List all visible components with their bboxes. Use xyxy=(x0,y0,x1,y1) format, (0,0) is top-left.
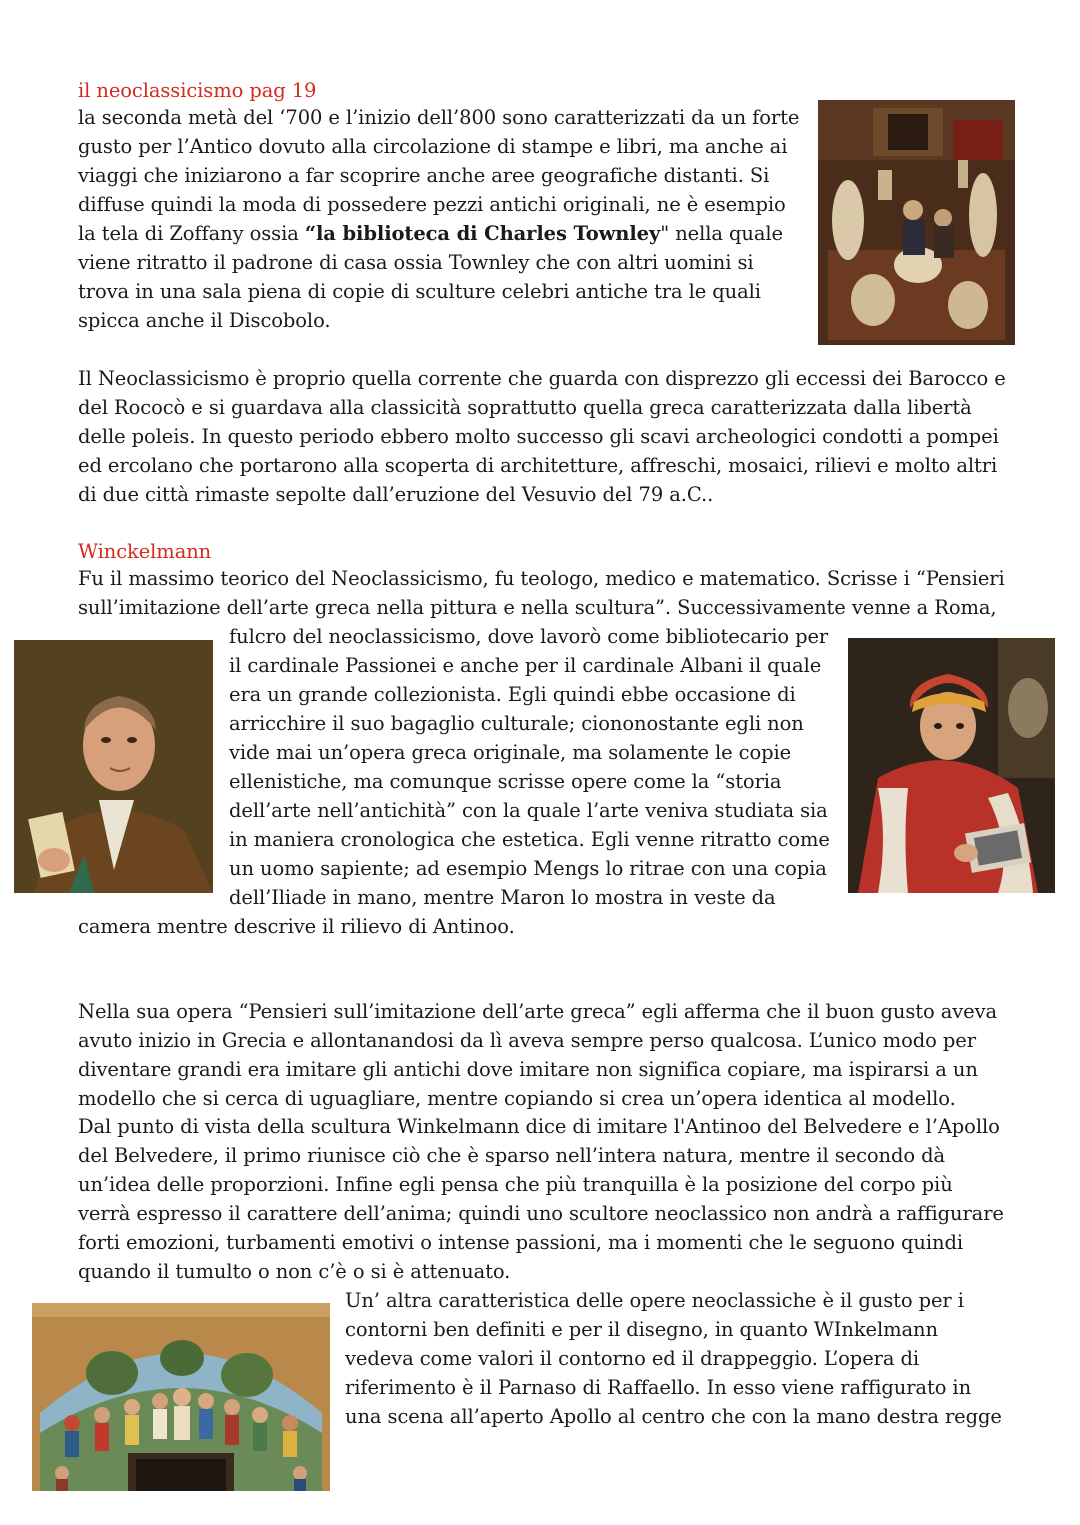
text-line: una scena all’aperto Apollo al centro che con la mano destra regge xyxy=(345,1405,1002,1428)
text-line: dell’arte nell’antichità” con la quale l’arte veniva studiata sia xyxy=(229,799,828,822)
text-line: Fu il massimo teorico del Neoclassicismo, fu teologo, medico e matematico. Scrisse i “Pensieri xyxy=(78,567,1005,590)
text-line: era un grande collezionista. Egli quindi ebbe occasione di xyxy=(229,683,796,706)
text-line: trova in una sala piena di copie di sculture celebri antiche tra le quali xyxy=(78,280,761,303)
text-line: contorni ben definiti e per il disegno, in quanto WInkelmann xyxy=(345,1318,938,1341)
text-line: un’idea delle proporzioni. Infine egli pensa che più tranquilla è la posizione del corpo più xyxy=(78,1173,953,1196)
text-line: del Belvedere, il primo riunisce ciò che è sparso nell’intera natura, mentre il secondo dà xyxy=(78,1144,946,1167)
text-line: arricchire il suo bagaglio culturale; ciononostante egli non xyxy=(229,712,804,735)
text-line: viene ritratto il padrone di casa ossia Townley che con altri uomini si xyxy=(78,251,754,274)
text-line-townley xyxy=(78,219,783,248)
text-line: di due città rimaste sepolte dall’eruzione del Vesuvio del 79 a.C.. xyxy=(78,483,714,506)
text-line: delle poleis. In questo periodo ebbero molto successo gli scavi archeologici condotti a pompei xyxy=(78,425,999,448)
text-line: fulcro del neoclassicismo, dove lavorò come bibliotecario per xyxy=(229,625,829,648)
text-line: un uomo sapiente; ad esempio Mengs lo ritrae con una copia xyxy=(229,857,827,880)
text-line: forti emozioni, turbamenti emotivi o intense passioni, ma i momenti che le seguono quindi xyxy=(78,1231,963,1254)
text-line: Un’ altra caratteristica delle opere neoclassiche è il gusto per i xyxy=(345,1289,964,1312)
text-line: avuto inizio in Grecia e allontanandosi da lì aveva sempre perso qualcosa. L’unico modo per xyxy=(78,1029,976,1052)
text-line: verrà espresso il carattere dell’anima; quindi uno scultore neoclassico non andrà a raffigurare xyxy=(78,1202,1004,1225)
text-line: modello che si cerca di uguagliare, mentre copiando si crea un’opera identica al modello. xyxy=(78,1087,956,1110)
text-line: quando il tumulto o non c’è o si è attenuato. xyxy=(78,1260,511,1283)
text-line: del Rococò e si guardava alla classicità soprattutto quella greca caratterizzata dalla libertà xyxy=(78,396,972,419)
text-line: il cardinale Passionei e anche per il cardinale Albani il quale xyxy=(229,654,822,677)
text-line: Dal punto di vista della scultura Winkelmann dice di imitare l'Antinoo del Belvedere e l’Apollo xyxy=(78,1115,1000,1138)
mengs-portrait-winckelmann xyxy=(14,640,213,893)
text-line: in maniera cronologica che estetica. Egli venne ritratto come xyxy=(229,828,830,851)
text-line: Il Neoclassicismo è proprio quella corrente che guarda con disprezzo gli eccessi dei Barocco e xyxy=(78,367,1006,390)
text-fragment: la tela di Zoffany ossia xyxy=(78,222,305,245)
text-line: vide mai un’opera greca originale, ma solamente le copie xyxy=(229,741,792,764)
townley-library-painting xyxy=(818,100,1015,345)
text-line: ed ercolano che portarono alla scoperta di architetture, affreschi, mosaici, rilievi e molto altri xyxy=(78,454,998,477)
text-line: Nella sua opera “Pensieri sull’imitazione dell’arte greca” egli afferma che il buon gusto aveva xyxy=(78,1000,998,1023)
text-line: viaggi che iniziarono a far scoprire anche aree geografiche distanti. Si xyxy=(78,164,770,187)
text-fragment: " nella quale xyxy=(660,222,783,245)
text-line: riferimento è il Parnaso di Raffaello. In esso viene raffigurato in xyxy=(345,1376,972,1399)
text-line: sull’imitazione dell’arte greca nella pittura e nella scultura”. Successivamente venne a Roma, xyxy=(78,596,997,619)
section-heading-winckelmann: Winckelmann xyxy=(78,540,212,563)
text-line: vedeva come valori il contorno ed il drappeggio. L’opera di xyxy=(345,1347,919,1370)
text-line: spicca anche il Discobolo. xyxy=(78,309,331,332)
text-line: gusto per l’Antico dovuto alla circolazione di stampe e libri, ma anche ai xyxy=(78,135,788,158)
section-heading-neoclassicismo: il neoclassicismo pag 19 xyxy=(78,79,317,102)
text-line: la seconda metà del ‘700 e l’inizio dell’800 sono caratterizzati da un forte xyxy=(78,106,800,129)
text-line: diffuse quindi la moda di possedere pezzi antichi originali, ne è esempio xyxy=(78,193,786,216)
text-line: camera mentre descrive il rilievo di Antinoo. xyxy=(78,915,515,938)
maron-portrait-winckelmann xyxy=(848,638,1055,893)
text-line: ellenistiche, ma comunque scrisse opere come la “storia xyxy=(229,770,782,793)
parnassus-fresco-raffaello xyxy=(32,1303,330,1491)
text-line: dell’Iliade in mano, mentre Maron lo mostra in veste da xyxy=(229,886,776,909)
text-line: diventare grandi era imitare gli antichi dove imitare non significa copiare, ma ispirarsi a un xyxy=(78,1058,978,1081)
painting-title-townley: “la biblioteca di Charles Townley xyxy=(304,222,661,245)
